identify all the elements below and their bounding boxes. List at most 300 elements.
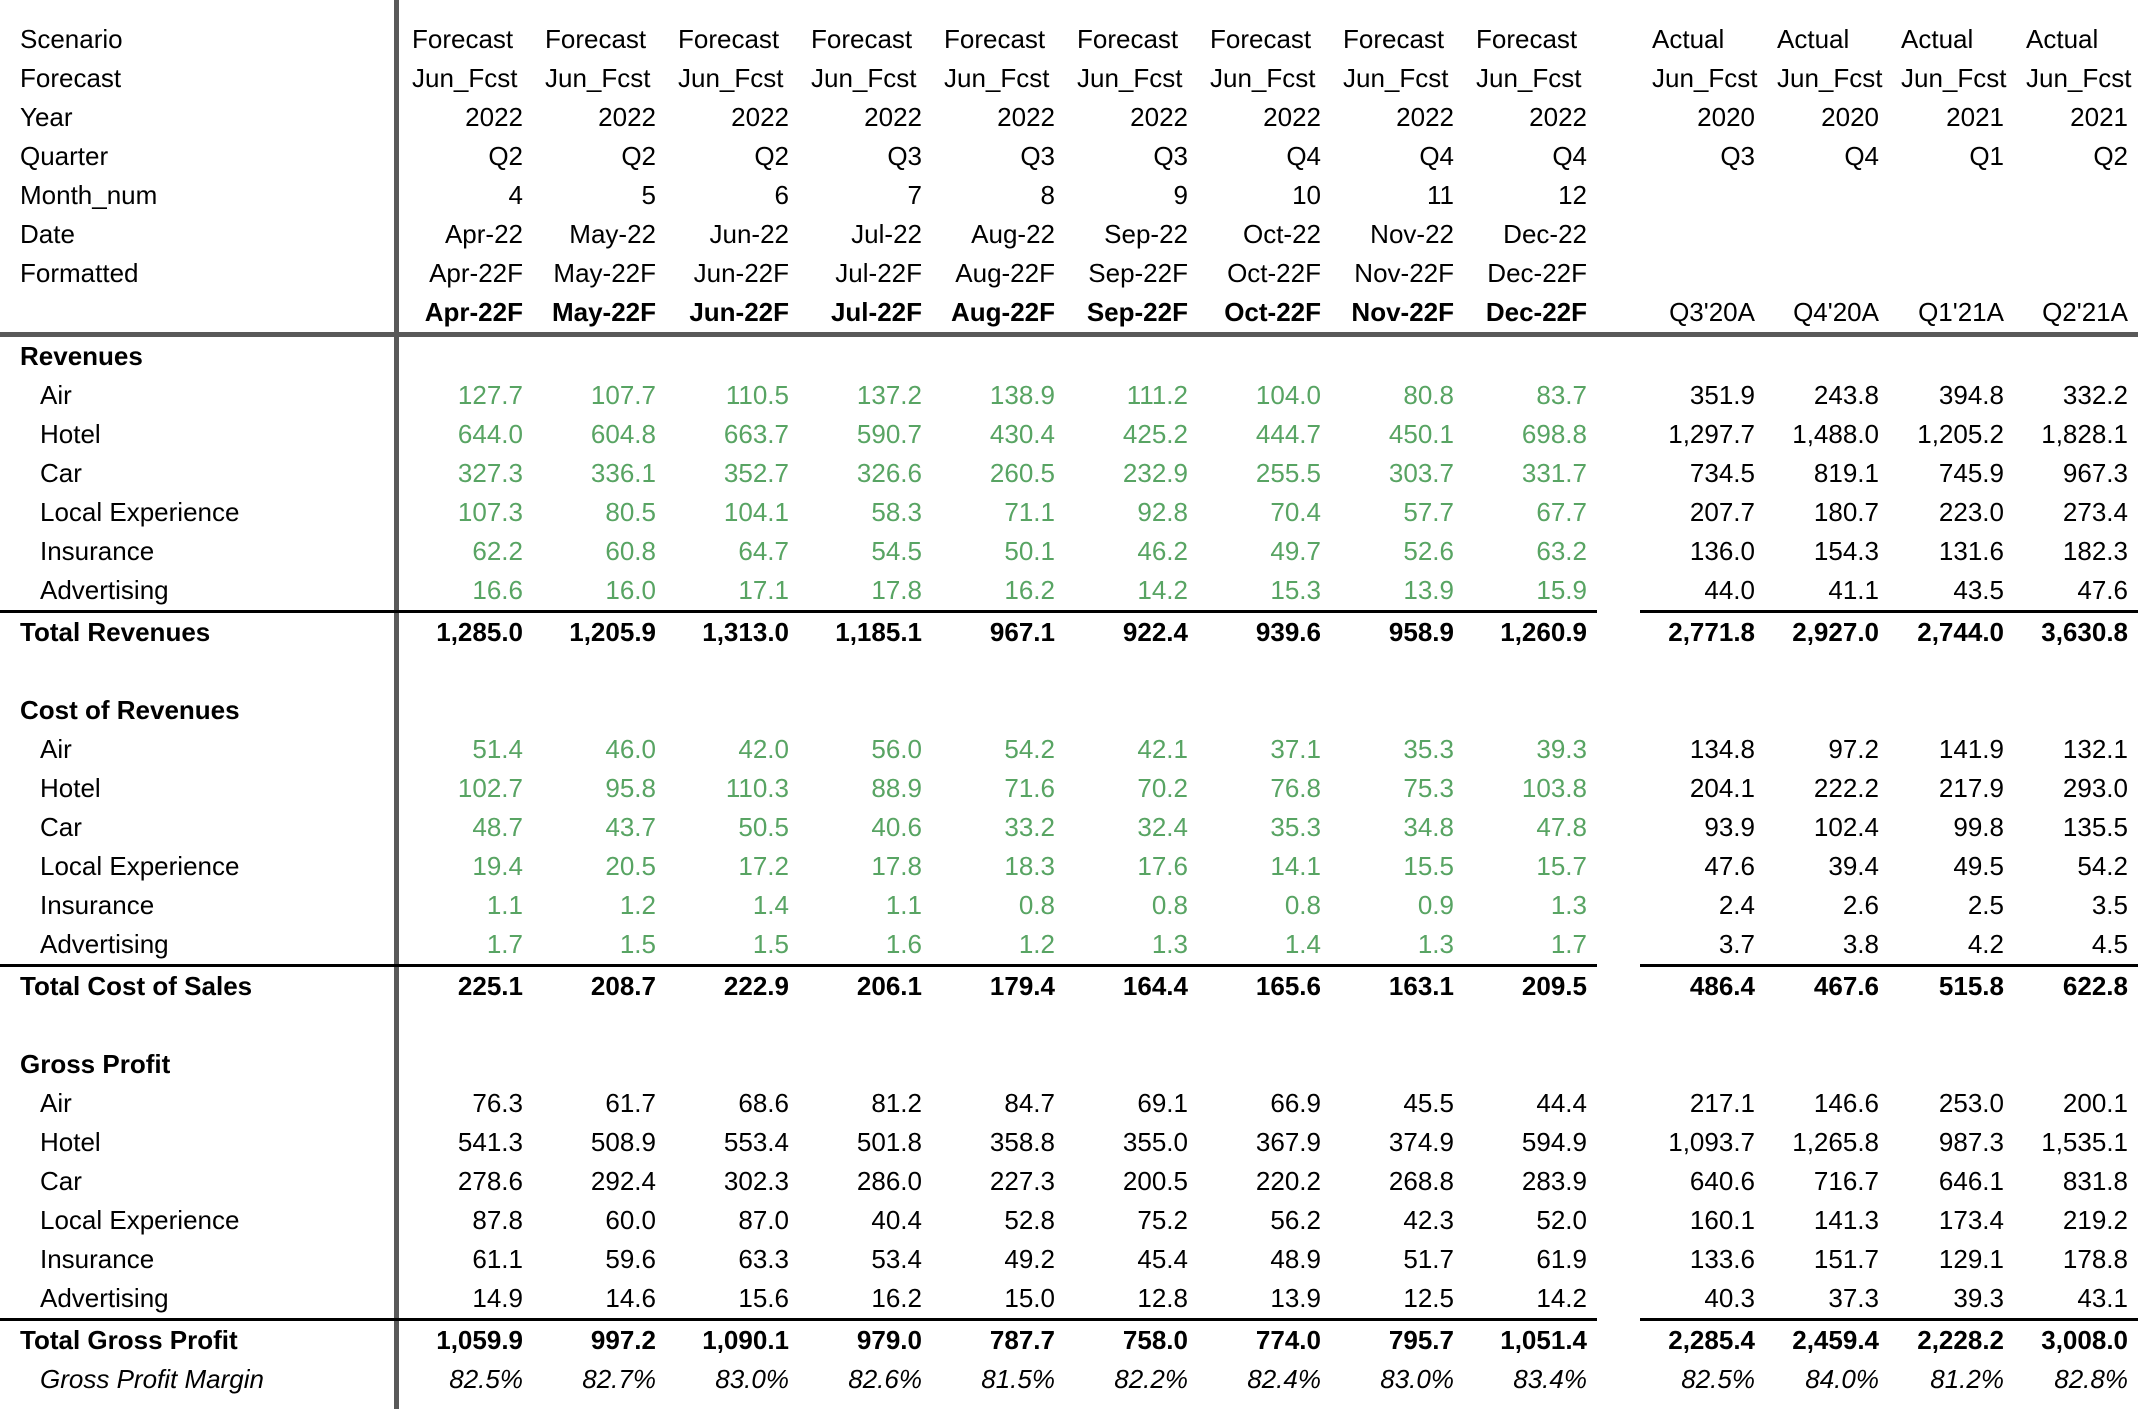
cell-year-dec-22f[interactable]: 2022 (1529, 102, 1587, 132)
row-label-scenario[interactable]: Scenario (20, 24, 123, 54)
cell-gross-profit-header-aug-22f[interactable] (932, 1045, 1065, 1084)
cell-gross-profit-advertising-may-22f[interactable]: 14.6 (533, 1279, 666, 1320)
row-label-gross-profit-insurance[interactable]: Insurance (40, 1244, 155, 1274)
cell-revenues-insurance-q3-20a[interactable]: 136.0 (1689, 536, 1755, 566)
cell-revenues-car-may-22f[interactable]: 336.1 (590, 458, 656, 488)
cell-cost-of-revenues-insurance-sep-22f[interactable]: 0.8 (1151, 890, 1188, 920)
cell-formatted-q3-20a[interactable] (1640, 254, 1765, 293)
cell-quarter-dec-22f[interactable]: Q4 (1552, 141, 1587, 171)
cell-cost-of-revenues-advertising-q3-20a[interactable]: 3.7 (1640, 925, 1765, 966)
cell-total-revenues-dec-22f[interactable]: 1,260.9 (1500, 617, 1587, 647)
cell-scenario-oct-22f[interactable]: Forecast (1210, 24, 1312, 54)
cell-gross-profit-header-jun-22f[interactable] (666, 1045, 799, 1084)
cell-gross-profit-car-oct-22f[interactable]: 220.2 (1255, 1166, 1321, 1196)
cell-cost-of-revenues-air-sep-22f[interactable]: 42.1 (1137, 734, 1188, 764)
cell-revenues-air-oct-22f[interactable]: 104.0 (1255, 380, 1321, 410)
cell-gross-profit-hotel-oct-22f[interactable]: 367.9 (1255, 1127, 1321, 1157)
cell-gross-profit-margin-sep-22f[interactable]: 82.2% (1114, 1364, 1188, 1394)
cell-gross-profit-hotel-q3-20a[interactable]: 1,093.7 (1668, 1127, 1755, 1157)
cell-month-num-jul-22f[interactable]: 7 (907, 180, 922, 210)
cell-cost-of-revenues-hotel-sep-22f[interactable]: 70.2 (1137, 773, 1188, 803)
cell-gross-profit-local-experience-q2-21a[interactable]: 219.2 (2062, 1205, 2128, 1235)
row-label-cost-of-revenues-air[interactable]: Air (40, 734, 72, 764)
cell-cost-of-revenues-local-experience-q4-20a[interactable]: 39.4 (1828, 851, 1879, 881)
cell-cost-of-revenues-hotel-aug-22f[interactable]: 71.6 (1004, 773, 1055, 803)
cell-year-apr-22f[interactable]: 2022 (465, 102, 523, 132)
cell-revenues-hotel-may-22f[interactable]: 604.8 (590, 419, 656, 449)
cell-cost-of-revenues-air-q2-21a[interactable]: 132.1 (2062, 734, 2128, 764)
cell-year-q4-20a[interactable]: 2020 (1821, 102, 1879, 132)
cell-gross-profit-header-q4-20a[interactable] (1765, 1045, 1889, 1084)
row-label-cost-of-revenues-insurance[interactable]: Insurance (40, 890, 155, 920)
cell-gross-profit-local-experience-may-22f[interactable]: 60.0 (605, 1205, 656, 1235)
cell-date-jun-22f[interactable]: Jun-22 (709, 219, 789, 249)
row-label-gross-profit-air[interactable]: Air (40, 1088, 72, 1118)
cell-scenario-q2-21a[interactable]: Actual (2026, 24, 2099, 54)
cell-scenario-may-22f[interactable]: Forecast (545, 24, 647, 54)
row-label-gross-profit-local-experience[interactable]: Local Experience (40, 1205, 240, 1235)
cell-total-gross-profit-q1-21a[interactable]: 2,228.2 (1917, 1325, 2004, 1355)
cell-revenues-header-q1-21a[interactable] (1889, 335, 2014, 377)
cell-forecast-sep-22f[interactable]: Jun_Fcst (1077, 63, 1183, 93)
cell-formatted-apr-22f[interactable]: Apr-22F (429, 258, 523, 288)
cell-gross-profit-advertising-q4-20a[interactable]: 37.3 (1765, 1279, 1889, 1320)
cell-revenues-hotel-q1-21a[interactable]: 1,205.2 (1917, 419, 2004, 449)
cell-scenario-jun-22f[interactable]: Forecast (678, 24, 780, 54)
cell-revenues-insurance-aug-22f[interactable]: 50.1 (1004, 536, 1055, 566)
cell-revenues-hotel-jun-22f[interactable]: 663.7 (723, 419, 789, 449)
cell-cost-of-revenues-advertising-q4-20a[interactable]: 3.8 (1765, 925, 1889, 966)
cell-gross-profit-car-q4-20a[interactable]: 716.7 (1813, 1166, 1879, 1196)
section-title-cost-of-revenues[interactable]: Cost of Revenues (20, 695, 240, 725)
cell-month-num-q1-21a[interactable] (1889, 176, 2014, 215)
cell-gross-profit-advertising-jun-22f[interactable]: 15.6 (666, 1279, 799, 1320)
cell-formatted-nov-22f[interactable]: Nov-22F (1354, 258, 1454, 288)
cell-revenues-local-experience-apr-22f[interactable]: 107.3 (457, 497, 523, 527)
cell-gross-profit-hotel-q1-21a[interactable]: 987.3 (1938, 1127, 2004, 1157)
cell-revenues-local-experience-jun-22f[interactable]: 104.1 (723, 497, 789, 527)
cell-gross-profit-car-q1-21a[interactable]: 646.1 (1938, 1166, 2004, 1196)
cell-forecast-q1-21a[interactable]: Jun_Fcst (1901, 63, 2007, 93)
cell-revenues-local-experience-nov-22f[interactable]: 57.7 (1403, 497, 1454, 527)
cell-cost-of-revenues-header-q3-20a[interactable] (1640, 691, 1765, 730)
cell-cost-of-revenues-header-jul-22f[interactable] (799, 691, 932, 730)
cell-cost-of-revenues-car-dec-22f[interactable]: 47.8 (1536, 812, 1587, 842)
cell-gross-profit-advertising-oct-22f[interactable]: 13.9 (1198, 1279, 1331, 1320)
cell-total-gross-profit-dec-22f[interactable]: 1,051.4 (1500, 1325, 1587, 1355)
cell-revenues-header-aug-22f[interactable] (932, 335, 1065, 377)
cell-total-revenues-jul-22f[interactable]: 1,185.1 (835, 617, 922, 647)
cell-gross-profit-local-experience-dec-22f[interactable]: 52.0 (1536, 1205, 1587, 1235)
cell-revenues-hotel-q3-20a[interactable]: 1,297.7 (1668, 419, 1755, 449)
cell-cost-of-revenues-car-aug-22f[interactable]: 33.2 (1004, 812, 1055, 842)
cell-cost-of-revenues-car-q2-21a[interactable]: 135.5 (2062, 812, 2128, 842)
cell-gross-profit-air-may-22f[interactable]: 61.7 (605, 1088, 656, 1118)
cell-cost-of-revenues-header-dec-22f[interactable] (1464, 691, 1597, 730)
cell-gross-profit-local-experience-aug-22f[interactable]: 52.8 (1004, 1205, 1055, 1235)
cell-revenues-car-q2-21a[interactable]: 967.3 (2062, 458, 2128, 488)
cell-date-q1-21a[interactable] (1889, 215, 2014, 254)
cell-revenues-air-q4-20a[interactable]: 243.8 (1813, 380, 1879, 410)
cell-gross-profit-margin-q2-21a[interactable]: 82.8% (2054, 1364, 2128, 1394)
cell-gross-profit-insurance-jul-22f[interactable]: 53.4 (871, 1244, 922, 1274)
cell-formatted-q1-21a[interactable] (1889, 254, 2014, 293)
cell-total-cost-of-sales-q3-20a[interactable]: 486.4 (1689, 971, 1755, 1001)
cell-scenario-nov-22f[interactable]: Forecast (1343, 24, 1445, 54)
cell-gross-profit-car-jul-22f[interactable]: 286.0 (856, 1166, 922, 1196)
cell-cost-of-revenues-header-aug-22f[interactable] (932, 691, 1065, 730)
row-label-forecast[interactable]: Forecast (20, 63, 122, 93)
cell-gross-profit-advertising-nov-22f[interactable]: 12.5 (1331, 1279, 1464, 1320)
cell-gross-profit-advertising-q3-20a[interactable]: 40.3 (1640, 1279, 1765, 1320)
cell-gross-profit-margin-aug-22f[interactable]: 81.5% (981, 1364, 1055, 1394)
cell-gross-profit-hotel-sep-22f[interactable]: 355.0 (1122, 1127, 1188, 1157)
cell-forecast-q3-20a[interactable]: Jun_Fcst (1652, 63, 1758, 93)
cell-revenues-advertising-aug-22f[interactable]: 16.2 (932, 571, 1065, 612)
cell-cost-of-revenues-hotel-q1-21a[interactable]: 217.9 (1938, 773, 2004, 803)
row-label-cost-of-revenues-hotel[interactable]: Hotel (40, 773, 101, 803)
cell-gross-profit-header-q3-20a[interactable] (1640, 1045, 1765, 1084)
cell-cost-of-revenues-advertising-dec-22f[interactable]: 1.7 (1464, 925, 1597, 966)
cell-gross-profit-insurance-dec-22f[interactable]: 61.9 (1536, 1244, 1587, 1274)
cell-revenues-air-aug-22f[interactable]: 138.9 (989, 380, 1055, 410)
cell-forecast-jul-22f[interactable]: Jun_Fcst (811, 63, 917, 93)
cell-quarter-apr-22f[interactable]: Q2 (488, 141, 523, 171)
cell-cost-of-revenues-local-experience-nov-22f[interactable]: 15.5 (1403, 851, 1454, 881)
col-header-q3-20a[interactable]: Q3'20A (1640, 293, 1765, 335)
cell-total-gross-profit-jun-22f[interactable]: 1,090.1 (702, 1325, 789, 1355)
cell-gross-profit-header-q1-21a[interactable] (1889, 1045, 2014, 1084)
cell-gross-profit-insurance-may-22f[interactable]: 59.6 (605, 1244, 656, 1274)
cell-year-q2-21a[interactable]: 2021 (2070, 102, 2128, 132)
cell-gross-profit-local-experience-q4-20a[interactable]: 141.3 (1813, 1205, 1879, 1235)
cell-revenues-air-apr-22f[interactable]: 127.7 (457, 380, 523, 410)
cell-revenues-insurance-may-22f[interactable]: 60.8 (605, 536, 656, 566)
cell-total-cost-of-sales-nov-22f[interactable]: 163.1 (1388, 971, 1454, 1001)
row-label-total-revenues[interactable]: Total Revenues (20, 617, 211, 647)
cell-cost-of-revenues-car-oct-22f[interactable]: 35.3 (1270, 812, 1321, 842)
cell-gross-profit-header-sep-22f[interactable] (1065, 1045, 1198, 1084)
cell-cost-of-revenues-advertising-may-22f[interactable]: 1.5 (533, 925, 666, 966)
cell-quarter-jun-22f[interactable]: Q2 (754, 141, 789, 171)
cell-cost-of-revenues-advertising-q1-21a[interactable]: 4.2 (1889, 925, 2014, 966)
col-header-apr-22f[interactable]: Apr-22F (400, 293, 533, 335)
cell-cost-of-revenues-car-jun-22f[interactable]: 50.5 (738, 812, 789, 842)
cell-cost-of-revenues-local-experience-q3-20a[interactable]: 47.6 (1704, 851, 1755, 881)
cell-total-gross-profit-q4-20a[interactable]: 2,459.4 (1792, 1325, 1879, 1355)
cell-scenario-q3-20a[interactable]: Actual (1652, 24, 1725, 54)
cell-gross-profit-insurance-q4-20a[interactable]: 151.7 (1813, 1244, 1879, 1274)
cell-revenues-local-experience-q2-21a[interactable]: 273.4 (2062, 497, 2128, 527)
cell-revenues-header-q4-20a[interactable] (1765, 335, 1889, 377)
row-label-revenues-hotel[interactable]: Hotel (40, 419, 101, 449)
cell-revenues-air-dec-22f[interactable]: 83.7 (1536, 380, 1587, 410)
col-header-oct-22f[interactable]: Oct-22F (1198, 293, 1331, 335)
cell-revenues-advertising-q1-21a[interactable]: 43.5 (1889, 571, 2014, 612)
cell-gross-profit-local-experience-nov-22f[interactable]: 42.3 (1403, 1205, 1454, 1235)
cell-formatted-q2-21a[interactable] (2014, 254, 2138, 293)
row-label-year[interactable]: Year (20, 102, 73, 132)
cell-cost-of-revenues-header-apr-22f[interactable] (400, 691, 533, 730)
cell-gross-profit-advertising-aug-22f[interactable]: 15.0 (932, 1279, 1065, 1320)
cell-forecast-nov-22f[interactable]: Jun_Fcst (1343, 63, 1449, 93)
cell-revenues-advertising-nov-22f[interactable]: 13.9 (1331, 571, 1464, 612)
cell-total-gross-profit-may-22f[interactable]: 997.2 (590, 1325, 656, 1355)
cell-revenues-hotel-oct-22f[interactable]: 444.7 (1255, 419, 1321, 449)
cell-cost-of-revenues-air-q3-20a[interactable]: 134.8 (1689, 734, 1755, 764)
cell-quarter-q3-20a[interactable]: Q3 (1720, 141, 1755, 171)
cell-gross-profit-car-sep-22f[interactable]: 200.5 (1122, 1166, 1188, 1196)
cell-year-oct-22f[interactable]: 2022 (1263, 102, 1321, 132)
cell-gross-profit-margin-q4-20a[interactable]: 84.0% (1805, 1364, 1879, 1394)
cell-revenues-header-oct-22f[interactable] (1198, 335, 1331, 377)
cell-cost-of-revenues-car-q3-20a[interactable]: 93.9 (1704, 812, 1755, 842)
cell-gross-profit-header-q2-21a[interactable] (2014, 1045, 2138, 1084)
cell-gross-profit-hotel-q4-20a[interactable]: 1,265.8 (1792, 1127, 1879, 1157)
cell-gross-profit-advertising-apr-22f[interactable]: 14.9 (400, 1279, 533, 1320)
cell-revenues-hotel-q2-21a[interactable]: 1,828.1 (2041, 419, 2128, 449)
cell-cost-of-revenues-insurance-apr-22f[interactable]: 1.1 (486, 890, 523, 920)
cell-revenues-header-nov-22f[interactable] (1331, 335, 1464, 377)
cell-cost-of-revenues-header-nov-22f[interactable] (1331, 691, 1464, 730)
cell-formatted-aug-22f[interactable]: Aug-22F (955, 258, 1055, 288)
cell-year-nov-22f[interactable]: 2022 (1396, 102, 1454, 132)
cell-gross-profit-air-sep-22f[interactable]: 69.1 (1137, 1088, 1188, 1118)
cell-gross-profit-advertising-q2-21a[interactable]: 43.1 (2014, 1279, 2138, 1320)
cell-month-num-dec-22f[interactable]: 12 (1558, 180, 1587, 210)
cell-revenues-advertising-q2-21a[interactable]: 47.6 (2014, 571, 2138, 612)
cell-cost-of-revenues-hotel-oct-22f[interactable]: 76.8 (1270, 773, 1321, 803)
cell-revenues-header-sep-22f[interactable] (1065, 335, 1198, 377)
cell-gross-profit-margin-jul-22f[interactable]: 82.6% (848, 1364, 922, 1394)
cell-formatted-dec-22f[interactable]: Dec-22F (1487, 258, 1587, 288)
cell-cost-of-revenues-local-experience-sep-22f[interactable]: 17.6 (1137, 851, 1188, 881)
cell-total-gross-profit-apr-22f[interactable]: 1,059.9 (436, 1325, 523, 1355)
cell-cost-of-revenues-advertising-jul-22f[interactable]: 1.6 (799, 925, 932, 966)
cell-total-cost-of-sales-q4-20a[interactable]: 467.6 (1813, 971, 1879, 1001)
cell-gross-profit-hotel-nov-22f[interactable]: 374.9 (1388, 1127, 1454, 1157)
cell-cost-of-revenues-air-nov-22f[interactable]: 35.3 (1403, 734, 1454, 764)
cell-revenues-advertising-dec-22f[interactable]: 15.9 (1464, 571, 1597, 612)
cell-revenues-air-q1-21a[interactable]: 394.8 (1938, 380, 2004, 410)
cell-gross-profit-margin-may-22f[interactable]: 82.7% (582, 1364, 656, 1394)
cell-cost-of-revenues-header-q1-21a[interactable] (1889, 691, 2014, 730)
cell-gross-profit-car-may-22f[interactable]: 292.4 (590, 1166, 656, 1196)
cell-gross-profit-local-experience-oct-22f[interactable]: 56.2 (1270, 1205, 1321, 1235)
cell-gross-profit-insurance-oct-22f[interactable]: 48.9 (1270, 1244, 1321, 1274)
cell-gross-profit-hotel-dec-22f[interactable]: 594.9 (1521, 1127, 1587, 1157)
cell-revenues-car-sep-22f[interactable]: 232.9 (1122, 458, 1188, 488)
cell-cost-of-revenues-local-experience-dec-22f[interactable]: 15.7 (1536, 851, 1587, 881)
col-header-q4-20a[interactable]: Q4'20A (1765, 293, 1889, 335)
cell-gross-profit-insurance-aug-22f[interactable]: 49.2 (1004, 1244, 1055, 1274)
cell-cost-of-revenues-local-experience-apr-22f[interactable]: 19.4 (472, 851, 523, 881)
cell-date-q2-21a[interactable] (2014, 215, 2138, 254)
cell-cost-of-revenues-header-q4-20a[interactable] (1765, 691, 1889, 730)
cell-cost-of-revenues-local-experience-may-22f[interactable]: 20.5 (605, 851, 656, 881)
cell-revenues-insurance-dec-22f[interactable]: 63.2 (1536, 536, 1587, 566)
cell-cost-of-revenues-hotel-jul-22f[interactable]: 88.9 (871, 773, 922, 803)
cell-revenues-local-experience-may-22f[interactable]: 80.5 (605, 497, 656, 527)
cell-quarter-sep-22f[interactable]: Q3 (1153, 141, 1188, 171)
cell-scenario-dec-22f[interactable]: Forecast (1476, 24, 1578, 54)
cell-revenues-car-apr-22f[interactable]: 327.3 (457, 458, 523, 488)
cell-gross-profit-hotel-jul-22f[interactable]: 501.8 (856, 1127, 922, 1157)
cell-gross-profit-air-q1-21a[interactable]: 253.0 (1938, 1088, 2004, 1118)
cell-cost-of-revenues-hotel-nov-22f[interactable]: 75.3 (1403, 773, 1454, 803)
cell-revenues-local-experience-q1-21a[interactable]: 223.0 (1938, 497, 2004, 527)
cell-revenues-car-jul-22f[interactable]: 326.6 (856, 458, 922, 488)
cell-total-revenues-apr-22f[interactable]: 1,285.0 (436, 617, 523, 647)
row-label-cost-of-revenues-local-experience[interactable]: Local Experience (40, 851, 240, 881)
cell-revenues-car-q3-20a[interactable]: 734.5 (1689, 458, 1755, 488)
cell-revenues-advertising-may-22f[interactable]: 16.0 (533, 571, 666, 612)
cell-formatted-may-22f[interactable]: May-22F (553, 258, 656, 288)
cell-cost-of-revenues-air-q4-20a[interactable]: 97.2 (1828, 734, 1879, 764)
cell-cost-of-revenues-insurance-may-22f[interactable]: 1.2 (619, 890, 656, 920)
row-label-total-cost-of-sales[interactable]: Total Cost of Sales (20, 971, 253, 1001)
cell-revenues-hotel-nov-22f[interactable]: 450.1 (1388, 419, 1454, 449)
cell-gross-profit-margin-dec-22f[interactable]: 83.4% (1513, 1364, 1587, 1394)
col-header-q2-21a[interactable]: Q2'21A (2014, 293, 2138, 335)
row-label-gross-profit-margin[interactable]: Gross Profit Margin (40, 1364, 264, 1394)
cell-cost-of-revenues-local-experience-q1-21a[interactable]: 49.5 (1953, 851, 2004, 881)
cell-cost-of-revenues-insurance-q1-21a[interactable]: 2.5 (1967, 890, 2004, 920)
row-label-month-num[interactable]: Month_num (20, 180, 158, 210)
cell-total-revenues-q1-21a[interactable]: 2,744.0 (1917, 617, 2004, 647)
row-label-formatted[interactable]: Formatted (20, 258, 139, 288)
cell-gross-profit-insurance-q2-21a[interactable]: 178.8 (2062, 1244, 2128, 1274)
cell-revenues-air-q2-21a[interactable]: 332.2 (2062, 380, 2128, 410)
cell-cost-of-revenues-air-jul-22f[interactable]: 56.0 (871, 734, 922, 764)
cell-gross-profit-car-jun-22f[interactable]: 302.3 (723, 1166, 789, 1196)
cell-revenues-header-q3-20a[interactable] (1640, 335, 1765, 377)
cell-date-dec-22f[interactable]: Dec-22 (1503, 219, 1587, 249)
cell-cost-of-revenues-hotel-apr-22f[interactable]: 102.7 (457, 773, 523, 803)
cell-revenues-insurance-oct-22f[interactable]: 49.7 (1270, 536, 1321, 566)
cell-total-cost-of-sales-jul-22f[interactable]: 206.1 (856, 971, 922, 1001)
col-header-nov-22f[interactable]: Nov-22F (1331, 293, 1464, 335)
cell-revenues-car-nov-22f[interactable]: 303.7 (1388, 458, 1454, 488)
cell-gross-profit-margin-apr-22f[interactable]: 82.5% (449, 1364, 523, 1394)
cell-revenues-air-jun-22f[interactable]: 110.5 (725, 380, 789, 410)
cell-cost-of-revenues-insurance-oct-22f[interactable]: 0.8 (1284, 890, 1321, 920)
cell-cost-of-revenues-local-experience-oct-22f[interactable]: 14.1 (1270, 851, 1321, 881)
cell-quarter-nov-22f[interactable]: Q4 (1419, 141, 1454, 171)
section-title-gross-profit[interactable]: Gross Profit (20, 1049, 171, 1079)
cell-total-gross-profit-aug-22f[interactable]: 787.7 (989, 1325, 1055, 1355)
cell-cost-of-revenues-air-oct-22f[interactable]: 37.1 (1270, 734, 1321, 764)
row-label-revenues-insurance[interactable]: Insurance (40, 536, 155, 566)
col-header-sep-22f[interactable]: Sep-22F (1065, 293, 1198, 335)
cell-total-cost-of-sales-sep-22f[interactable]: 164.4 (1122, 971, 1188, 1001)
cell-cost-of-revenues-header-q2-21a[interactable] (2014, 691, 2138, 730)
cell-cost-of-revenues-hotel-may-22f[interactable]: 95.8 (605, 773, 656, 803)
cell-revenues-header-may-22f[interactable] (533, 335, 666, 377)
cell-gross-profit-header-oct-22f[interactable] (1198, 1045, 1331, 1084)
cell-total-gross-profit-sep-22f[interactable]: 758.0 (1122, 1325, 1188, 1355)
cell-gross-profit-air-q4-20a[interactable]: 146.6 (1813, 1088, 1879, 1118)
cell-month-num-aug-22f[interactable]: 8 (1040, 180, 1055, 210)
cell-cost-of-revenues-hotel-q2-21a[interactable]: 293.0 (2062, 773, 2128, 803)
cell-revenues-car-jun-22f[interactable]: 352.7 (723, 458, 789, 488)
cell-cost-of-revenues-header-jun-22f[interactable] (666, 691, 799, 730)
cell-gross-profit-local-experience-jun-22f[interactable]: 87.0 (738, 1205, 789, 1235)
cell-date-may-22f[interactable]: May-22 (569, 219, 656, 249)
cell-gross-profit-margin-nov-22f[interactable]: 83.0% (1380, 1364, 1454, 1394)
cell-total-gross-profit-q2-21a[interactable]: 3,008.0 (2041, 1325, 2128, 1355)
cell-revenues-hotel-aug-22f[interactable]: 430.4 (989, 419, 1055, 449)
cell-revenues-hotel-jul-22f[interactable]: 590.7 (856, 419, 922, 449)
cell-gross-profit-insurance-q1-21a[interactable]: 129.1 (1938, 1244, 2004, 1274)
cell-year-jun-22f[interactable]: 2022 (731, 102, 789, 132)
row-label-revenues-car[interactable]: Car (40, 458, 82, 488)
cell-year-q3-20a[interactable]: 2020 (1697, 102, 1755, 132)
cell-cost-of-revenues-local-experience-jul-22f[interactable]: 17.8 (871, 851, 922, 881)
cell-revenues-air-q3-20a[interactable]: 351.9 (1689, 380, 1755, 410)
cell-total-revenues-q3-20a[interactable]: 2,771.8 (1668, 617, 1755, 647)
cell-month-num-jun-22f[interactable]: 6 (774, 180, 789, 210)
cell-forecast-oct-22f[interactable]: Jun_Fcst (1210, 63, 1316, 93)
cell-gross-profit-local-experience-q3-20a[interactable]: 160.1 (1689, 1205, 1755, 1235)
cell-revenues-local-experience-oct-22f[interactable]: 70.4 (1270, 497, 1321, 527)
col-header-may-22f[interactable]: May-22F (533, 293, 666, 335)
cell-forecast-apr-22f[interactable]: Jun_Fcst (412, 63, 518, 93)
cell-total-cost-of-sales-dec-22f[interactable]: 209.5 (1521, 971, 1587, 1001)
cell-scenario-q4-20a[interactable]: Actual (1777, 24, 1850, 54)
cell-revenues-local-experience-sep-22f[interactable]: 92.8 (1137, 497, 1188, 527)
cell-date-nov-22f[interactable]: Nov-22 (1370, 219, 1454, 249)
cell-revenues-air-may-22f[interactable]: 107.7 (590, 380, 656, 410)
cell-revenues-insurance-q2-21a[interactable]: 182.3 (2062, 536, 2128, 566)
row-label-revenues-advertising[interactable]: Advertising (0, 571, 400, 612)
cell-revenues-car-q1-21a[interactable]: 745.9 (1938, 458, 2004, 488)
cell-revenues-header-dec-22f[interactable] (1464, 335, 1597, 377)
cell-revenues-car-oct-22f[interactable]: 255.5 (1255, 458, 1321, 488)
cell-gross-profit-air-jun-22f[interactable]: 68.6 (738, 1088, 789, 1118)
cell-revenues-insurance-jul-22f[interactable]: 54.5 (871, 536, 922, 566)
cell-revenues-advertising-jul-22f[interactable]: 17.8 (799, 571, 932, 612)
cell-cost-of-revenues-insurance-jun-22f[interactable]: 1.4 (752, 890, 789, 920)
cell-gross-profit-header-nov-22f[interactable] (1331, 1045, 1464, 1084)
cell-date-sep-22f[interactable]: Sep-22 (1104, 219, 1188, 249)
col-header-q1-21a[interactable]: Q1'21A (1889, 293, 2014, 335)
cell-revenues-local-experience-jul-22f[interactable]: 58.3 (871, 497, 922, 527)
cell-formatted-sep-22f[interactable]: Sep-22F (1088, 258, 1188, 288)
cell-cost-of-revenues-header-may-22f[interactable] (533, 691, 666, 730)
cell-forecast-jun-22f[interactable]: Jun_Fcst (678, 63, 784, 93)
cell-quarter-oct-22f[interactable]: Q4 (1286, 141, 1321, 171)
cell-revenues-air-sep-22f[interactable]: 111.2 (1126, 380, 1188, 410)
cell-cost-of-revenues-advertising-aug-22f[interactable]: 1.2 (932, 925, 1065, 966)
cell-month-num-oct-22f[interactable]: 10 (1292, 180, 1321, 210)
cell-total-cost-of-sales-jun-22f[interactable]: 222.9 (723, 971, 789, 1001)
cell-total-revenues-jun-22f[interactable]: 1,313.0 (702, 617, 789, 647)
cell-cost-of-revenues-insurance-jul-22f[interactable]: 1.1 (885, 890, 922, 920)
cell-gross-profit-hotel-jun-22f[interactable]: 553.4 (723, 1127, 789, 1157)
cell-revenues-car-q4-20a[interactable]: 819.1 (1813, 458, 1879, 488)
cell-cost-of-revenues-insurance-aug-22f[interactable]: 0.8 (1018, 890, 1055, 920)
cell-cost-of-revenues-advertising-sep-22f[interactable]: 1.3 (1065, 925, 1198, 966)
cell-gross-profit-insurance-jun-22f[interactable]: 63.3 (738, 1244, 789, 1274)
cell-cost-of-revenues-car-apr-22f[interactable]: 48.7 (472, 812, 523, 842)
cell-cost-of-revenues-air-may-22f[interactable]: 46.0 (605, 734, 656, 764)
row-label-gross-profit-advertising[interactable]: Advertising (0, 1279, 400, 1320)
cell-gross-profit-air-dec-22f[interactable]: 44.4 (1536, 1088, 1587, 1118)
cell-cost-of-revenues-air-jun-22f[interactable]: 42.0 (738, 734, 789, 764)
cell-revenues-advertising-q3-20a[interactable]: 44.0 (1640, 571, 1765, 612)
cell-cost-of-revenues-local-experience-aug-22f[interactable]: 18.3 (1004, 851, 1055, 881)
